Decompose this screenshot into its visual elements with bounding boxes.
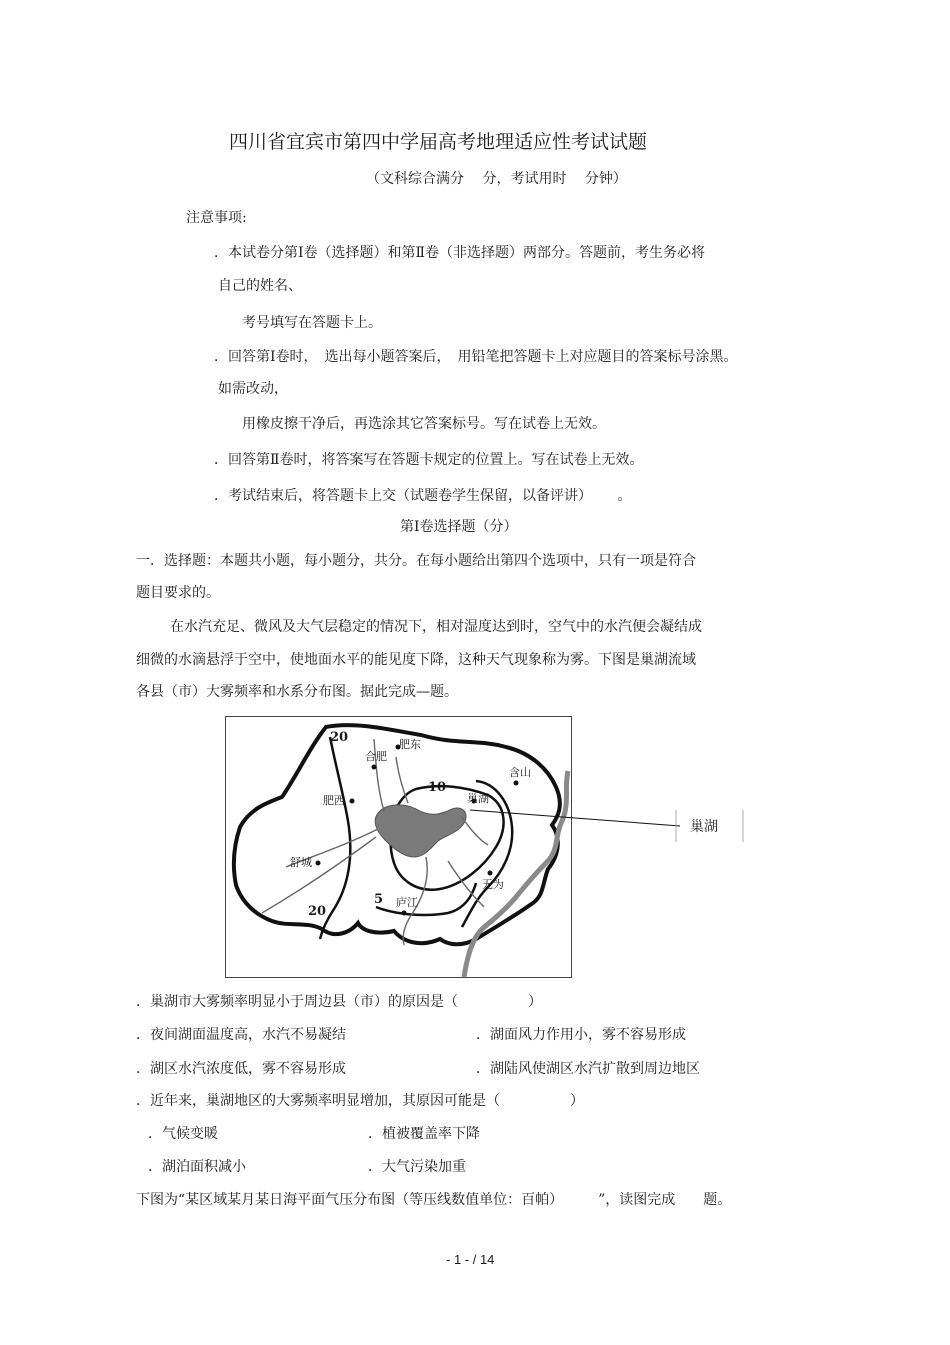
question-2-option-a: ．气候变暖 bbox=[148, 1126, 218, 1142]
map-label-wuwei: 无为 bbox=[482, 878, 504, 891]
map-label-hanshan: 含山 bbox=[509, 766, 531, 779]
page-number: - 1 - / 14 bbox=[446, 1252, 495, 1267]
notice-item-4: ．考试结束后，将答题卡上交（试题卷学生保留，以备评讲） 。 bbox=[214, 488, 632, 504]
map-label-hefei: 合肥 bbox=[365, 750, 387, 763]
question-1-option-b: ．湖面风力作用小，雾不容易形成 bbox=[476, 1027, 686, 1043]
question-1-stem: ．巢湖市大雾频率明显小于周边县（市）的原因是（ ） bbox=[136, 994, 542, 1010]
question-1-option-c: ．湖区水汽浓度低，雾不容易形成 bbox=[136, 1061, 346, 1077]
isoline-label-20: 20 bbox=[308, 904, 327, 919]
notice-item-1-cont2: 考号填写在答题卡上。 bbox=[242, 315, 382, 331]
map-label-chaohu-city: 巢湖 bbox=[467, 792, 489, 805]
map-label-shucheng: 舒城 bbox=[290, 856, 312, 869]
page-title: 四川省宜宾市第四中学届高考地理适应性考试试题 bbox=[229, 131, 648, 153]
map-label-feixi: 肥西 bbox=[323, 794, 345, 807]
notice-heading: 注意事项: bbox=[186, 210, 247, 226]
map-label-feidong: 肥东 bbox=[399, 738, 421, 751]
passage-line: 在水汽充足、微风及大气层稳定的情况下，相对湿度达到时，空气中的水汽便会凝结成 bbox=[170, 619, 702, 635]
part1-instructions-cont: 题目要求的。 bbox=[136, 585, 220, 601]
passage-line: 各县（市）大雾频率和水系分布图。据此完成—题。 bbox=[136, 684, 458, 700]
notice-item-1: ．本试卷分第Ⅰ卷（选择题）和第Ⅱ卷（非选择题）两部分。答题前，考生务必将 bbox=[214, 245, 706, 261]
isoline-label-10: 10 bbox=[428, 780, 447, 795]
map-label-lujiang: 庐江 bbox=[396, 896, 418, 909]
isoline-label-5: 5 bbox=[374, 892, 384, 907]
question-2-stem: ．近年来，巢湖地区的大雾频率明显增加，其原因可能是（ ） bbox=[136, 1093, 584, 1109]
isoline-label-20: 20 bbox=[330, 730, 349, 745]
notice-item-3: ．回答第Ⅱ卷时，将答案写在答题卡规定的位置上。写在试卷上无效。 bbox=[214, 452, 644, 468]
question-2-option-b: ．植被覆盖率下降 bbox=[368, 1126, 480, 1142]
notice-item-2-cont2: 用橡皮擦干净后，再选涂其它答案标号。写在试卷上无效。 bbox=[242, 416, 606, 432]
notice-item-2-cont: 如需改动， bbox=[218, 381, 288, 397]
question-1-option-d: ．湖陆风使湖区水汽扩散到周边地区 bbox=[476, 1061, 700, 1077]
question-2-option-c: ．湖泊面积减小 bbox=[148, 1159, 246, 1175]
next-figure-intro: 下图为“某区域某月某日海平面气压分布图（等压线数值单位：百帕） ”，读图完成 题。 bbox=[136, 1192, 732, 1208]
callout-label-chaohu: 巢湖 bbox=[690, 819, 718, 835]
section-title: 第Ⅰ卷选择题（分） bbox=[400, 519, 518, 535]
notice-item-1-cont: 自己的姓名、 bbox=[218, 278, 302, 294]
subtitle: （文科综合满分 分，考试用时 分钟） bbox=[366, 171, 627, 187]
question-2-option-d: ．大气污染加重 bbox=[368, 1159, 466, 1175]
notice-item-2: ．回答第Ⅰ卷时， 选出每小题答案后， 用铅笔把答题卡上对应题目的答案标号涂黑。 bbox=[214, 349, 738, 365]
question-1-option-a: ．夜间湖面温度高，水汽不易凝结 bbox=[136, 1027, 346, 1043]
passage-line: 细微的水滴悬浮于空中，使地面水平的能见度下降，这种天气现象称为雾。下图是巢湖流域 bbox=[136, 652, 696, 668]
part1-instructions: 一．选择题：本题共小题，每小题分，共分。在每小题给出第四个选项中，只有一项是符合 bbox=[136, 553, 696, 569]
